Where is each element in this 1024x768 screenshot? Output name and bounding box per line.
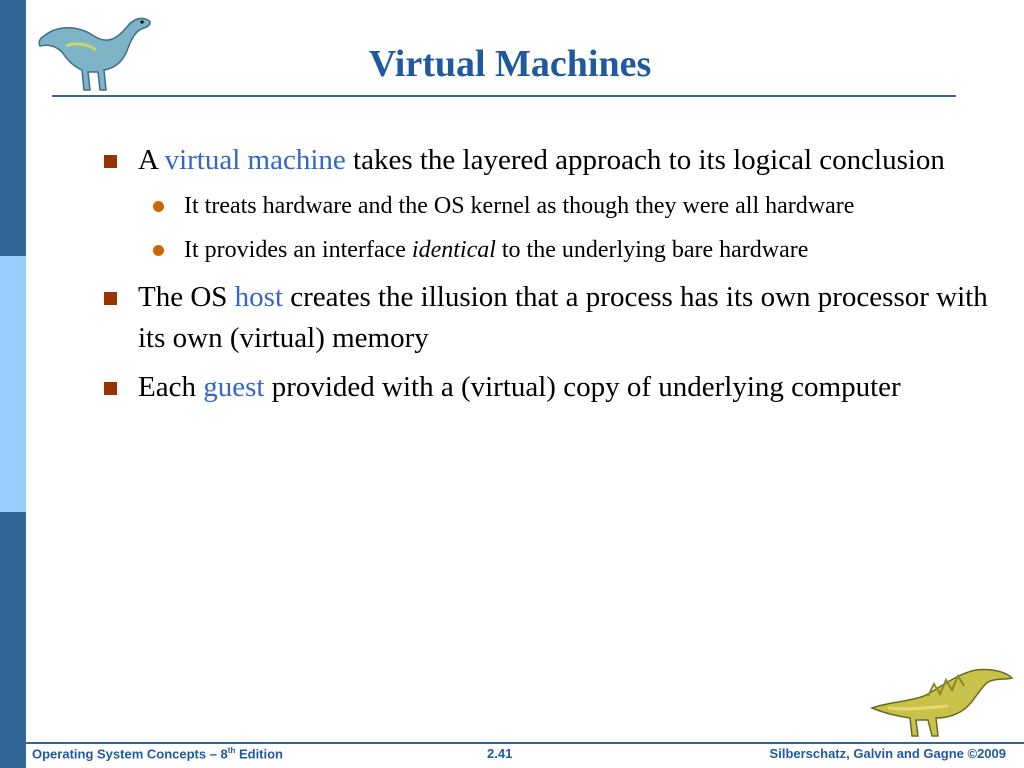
sub-bullet-item xyxy=(184,233,1010,267)
bullet-item xyxy=(100,140,1010,181)
footer-superscript: th xyxy=(227,746,236,755)
page-number: 2.41 xyxy=(487,746,513,761)
sub-bullet-item xyxy=(184,189,1010,223)
term-highlight: host xyxy=(234,281,284,313)
bullet-item xyxy=(100,367,1010,408)
term-highlight: guest xyxy=(203,371,265,403)
square-bullet-icon xyxy=(104,292,117,305)
sidebar-band xyxy=(0,0,26,768)
dinosaur-bottom-icon xyxy=(868,662,1016,742)
footer-divider xyxy=(26,742,1024,744)
bullet-text: takes the layered approach to its logical conclusion xyxy=(345,144,945,176)
sidebar-segment-bottom xyxy=(0,512,26,768)
square-bullet-icon xyxy=(104,155,117,168)
sub-bullet-text: It provides an interface xyxy=(184,237,412,263)
bullet-text: provided with a (virtual) copy of underlying computer xyxy=(264,371,901,403)
footer-right: Silberschatz, Galvin and Gagne ©2009 xyxy=(769,746,1006,761)
title-divider xyxy=(52,95,956,97)
bullet-item xyxy=(100,277,1010,359)
sub-bullet-text: to the underlying bare hardware xyxy=(495,237,809,263)
italic-term: identical xyxy=(411,237,496,263)
sidebar-segment-middle xyxy=(0,256,26,512)
bullet-text: The OS xyxy=(138,281,235,313)
dot-bullet-icon xyxy=(153,245,164,256)
bullet-text: Each xyxy=(138,371,204,403)
footer-title: Operating System Concepts – 8 xyxy=(32,746,228,762)
square-bullet-icon xyxy=(104,382,117,395)
footer-edition: Edition xyxy=(235,746,284,762)
dinosaur-top-icon xyxy=(36,6,160,96)
sidebar-segment-top xyxy=(0,0,26,256)
term-highlight: virtual machine xyxy=(164,144,346,176)
slide-content xyxy=(100,140,1010,416)
dot-bullet-icon xyxy=(153,201,164,212)
bullet-text: creates the illusion that a process has its own processor with its own (virtual) memory xyxy=(138,281,988,354)
bullet-text: A xyxy=(138,144,165,176)
footer-left xyxy=(32,746,283,761)
sub-bullet-text: It treats hardware and the OS kernel as though they were all hardware xyxy=(184,193,855,219)
page-title: Virtual Machines xyxy=(368,43,652,85)
